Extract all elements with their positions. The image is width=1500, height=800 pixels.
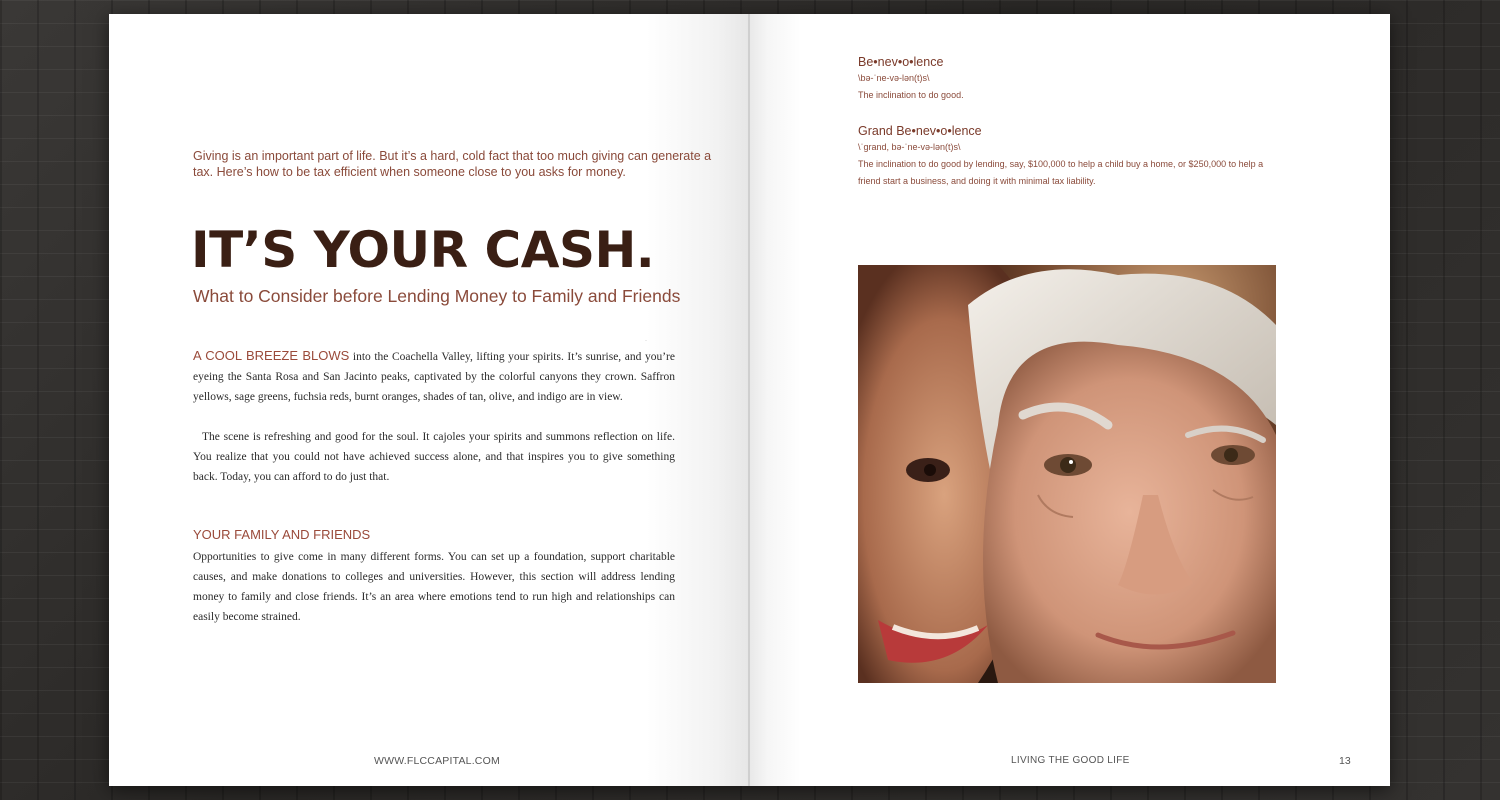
left-page — [109, 14, 749, 786]
headline: IT’S YOUR CASH. — [191, 221, 655, 279]
footer-url: WWW.FLCCAPITAL.COM — [374, 755, 500, 767]
magazine-spread — [109, 14, 1390, 786]
right-page — [749, 14, 1390, 786]
footer-section-name: LIVING THE GOOD LIFE — [1011, 755, 1130, 766]
definition-word: Grand Be•nev•o•lence — [858, 124, 982, 138]
definition-meaning: The inclination to do good by lending, say, $100,000 to help a child buy a home, or $250,000 to help a friend start a business, and doing it with minimal tax liability. — [858, 159, 1264, 186]
definition-grand-benevolence — [858, 123, 1288, 190]
definition-benevolence — [858, 54, 1288, 104]
intro-text: Giving is an important part of life. But it’s a hard, cold fact that too much giving can generate a tax. Here’s how to be tax efficient when someone close to you asks for money. — [193, 149, 712, 179]
definition-pronunciation: \bə-ˈne-və-lən(t)s\ — [858, 73, 930, 83]
elderly-couple-image — [858, 265, 1276, 683]
page-gutter — [748, 14, 750, 786]
body-paragraph-3: Opportunities to give come in many different forms. You can set up a foundation, support charitable causes, and make donations to colleges and universities. However, this section will address lending money to family and close friends. It’s an area where emotions tend to run high and relationships can easily become strained. — [193, 551, 675, 623]
subheadline: What to Consider before Lending Money to Family and Friends — [193, 286, 681, 306]
body-paragraph-2: The scene is refreshing and good for the soul. It cajoles your spirits and summons reflection on life. You realize that you could not have achieved success alone, and that inspires you to give something back. Today, you can afford to do just that. — [193, 431, 675, 483]
definition-word: Be•nev•o•lence — [858, 55, 944, 69]
lead-in-text: A COOL BREEZE BLOWS — [193, 348, 350, 363]
paragraph-1-text: into the Coachella Valley, lifting your spirits. It’s sunrise, and you’re eyeing the Santa Rosa and San Jacinto peaks, captivated by the colorful canyons they crown. Saffron yellows, sage greens, fuchsia reds, burnt oranges, shades of tan, olive, and indigo are in view. — [193, 351, 675, 403]
section-heading: YOUR FAMILY AND FRIENDS — [193, 527, 371, 542]
page-number: 13 — [1339, 755, 1351, 767]
definition-meaning: The inclination to do good. — [858, 90, 964, 100]
definition-pronunciation: \ˈgrand, bə-ˈne-və-lən(t)s\ — [858, 142, 961, 152]
portrait-photo — [858, 265, 1276, 683]
body-paragraph-1 — [193, 346, 675, 407]
decorative-mark: · — [645, 338, 647, 344]
